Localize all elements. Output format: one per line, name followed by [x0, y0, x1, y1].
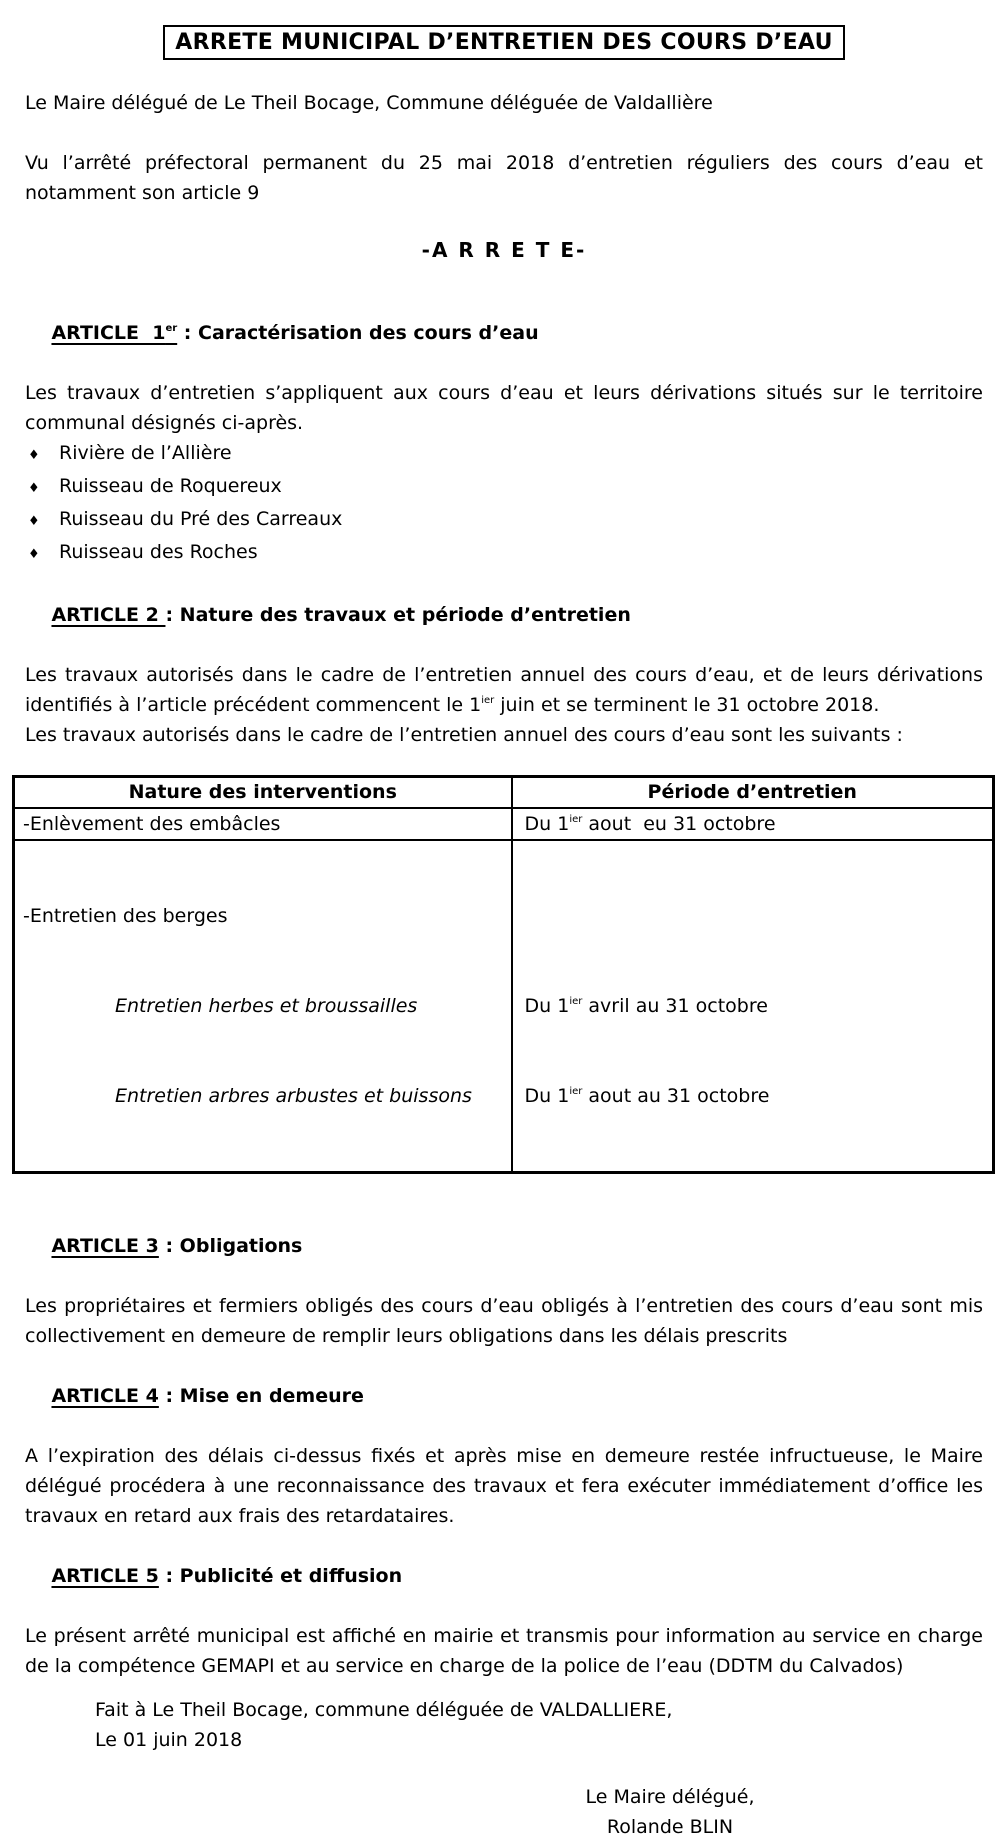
article5-label: ARTICLE 5 [51, 1565, 159, 1587]
ier-superscript: ier [569, 813, 583, 825]
list-item-label: Ruisseau du Pré des Carreaux [59, 508, 343, 530]
list-item [25, 471, 983, 504]
article1-heading [25, 288, 983, 378]
intro-line: Le Maire délégué de Le Theil Bocage, Commune déléguée de Valdallière [25, 92, 713, 114]
table-row [14, 808, 994, 840]
article1-label: ARTICLE 1er [51, 322, 178, 344]
article2-title: : Nature des travaux et période d’entretien [165, 604, 631, 626]
ier-superscript: ier [481, 694, 495, 706]
diamond-bullet-icon: ♦ [28, 448, 40, 463]
diamond-bullet-icon: ♦ [28, 481, 40, 496]
period-line: Du $1^{ier}$ avril au 31 octobre [524, 995, 768, 1017]
document-title: ARRETE MUNICIPAL D’ENTRETIEN DES COURS D’EAU [175, 30, 833, 55]
article3-body: Les propriétaires et fermiers obligés des cours d’eau obligés à l’entretien des cours d’eau sont mis collectivement en demeure de remplir leurs obligations dans les délais prescrits [25, 1295, 983, 1347]
article2-label: ARTICLE 2 [51, 604, 166, 626]
diamond-bullet-icon: ♦ [28, 514, 40, 529]
ier-superscript: ier [569, 995, 583, 1007]
column-header-period: Période d’entretien [512, 777, 994, 809]
signature-role: Le Maire délégué, [585, 1786, 755, 1808]
spacer [525, 901, 989, 931]
article3-label: ARTICLE 3 [51, 1235, 159, 1257]
closing-date-line: Le 01 juin 2018 [95, 1729, 243, 1751]
table-header-row [14, 777, 994, 809]
article2-body1: Les travaux autorisés dans le cadre de l’entretien annuel des cours d’eau, et de leurs dérivations identifiés à l’article précédent commencent le $1^{ier}$ juin et se terminent le 31 octobre 2018. [25, 664, 983, 716]
column-header-nature: Nature des interventions [14, 777, 512, 809]
article1-title: : Caractérisation des cours d’eau [177, 322, 539, 344]
article5-heading [25, 1531, 983, 1621]
article4-title: : Mise en demeure [158, 1385, 364, 1407]
article4-heading [25, 1351, 983, 1441]
list-item [25, 504, 983, 537]
article2-heading [25, 570, 983, 660]
article1-label-superscript: er [165, 322, 178, 334]
article3-title: : Obligations [158, 1235, 303, 1257]
visa-paragraph: Vu l’arrêté préfectoral permanent du 25 mai 2018 d’entretien réguliers des cours d’eau et notamment son article 9 [25, 152, 983, 204]
list-item [25, 537, 983, 570]
cell-period: Du $1^{ier}$ aout eu 31 octobre [512, 808, 994, 840]
nature-sub-item: Entretien herbes et broussailles [115, 995, 418, 1017]
list-item-label: Ruisseau des Roches [59, 541, 258, 563]
period-line: Du $1^{ier}$ aout au 31 octobre [524, 1085, 770, 1107]
signature-block [520, 1782, 820, 1842]
signature-name: Rolande BLIN [606, 1816, 734, 1838]
closing-place-line: Fait à Le Theil Bocage, commune déléguée de VALDALLIERE, [95, 1699, 673, 1721]
maintenance-table [12, 775, 995, 1174]
article1-body: Les travaux d’entretien s’appliquent aux cours d’eau et leurs dérivations situés sur le territoire communal désignés ci-après. [25, 382, 983, 434]
article5-title: : Publicité et diffusion [158, 1565, 403, 1587]
streams-bullet-list [25, 438, 983, 570]
article5-body: Le présent arrêté municipal est affiché en mairie et transmis pour information au service en charge de la compétence GEMAPI et au service en charge de la police de l’eau (DDTM du Calvados) [25, 1625, 983, 1677]
list-item-label: Ruisseau de Roquereux [59, 475, 282, 497]
nature-main: -Entretien des berges [23, 905, 228, 927]
article2-body2: Les travaux autorisés dans le cadre de l’entretien annuel des cours d’eau sont les suivants : [25, 724, 903, 746]
ier-superscript: ier [569, 1085, 583, 1097]
cell-period [512, 840, 994, 1173]
list-item [25, 438, 983, 471]
nature-sub-item: Entretien arbres arbustes et buissons [115, 1085, 472, 1107]
article3-heading [25, 1201, 983, 1291]
arrete-heading: -A R R E T E- [421, 238, 587, 262]
list-item-label: Rivière de l’Allière [59, 442, 232, 464]
article4-label: ARTICLE 4 [51, 1385, 159, 1407]
article4-body: A l’expiration des délais ci-dessus fixés et après mise en demeure restée infructueuse, le Maire délégué procédera à une reconnaissance des travaux et fera exécuter immédiatement d’office les travaux en retard aux frais des retardataires. [25, 1445, 983, 1527]
closing-block [25, 1695, 983, 1755]
diamond-bullet-icon: ♦ [28, 547, 40, 562]
table-row [14, 840, 994, 1173]
cell-nature [14, 840, 512, 1173]
cell-nature: -Enlèvement des embâcles [14, 808, 512, 840]
document-title-box [163, 25, 844, 60]
